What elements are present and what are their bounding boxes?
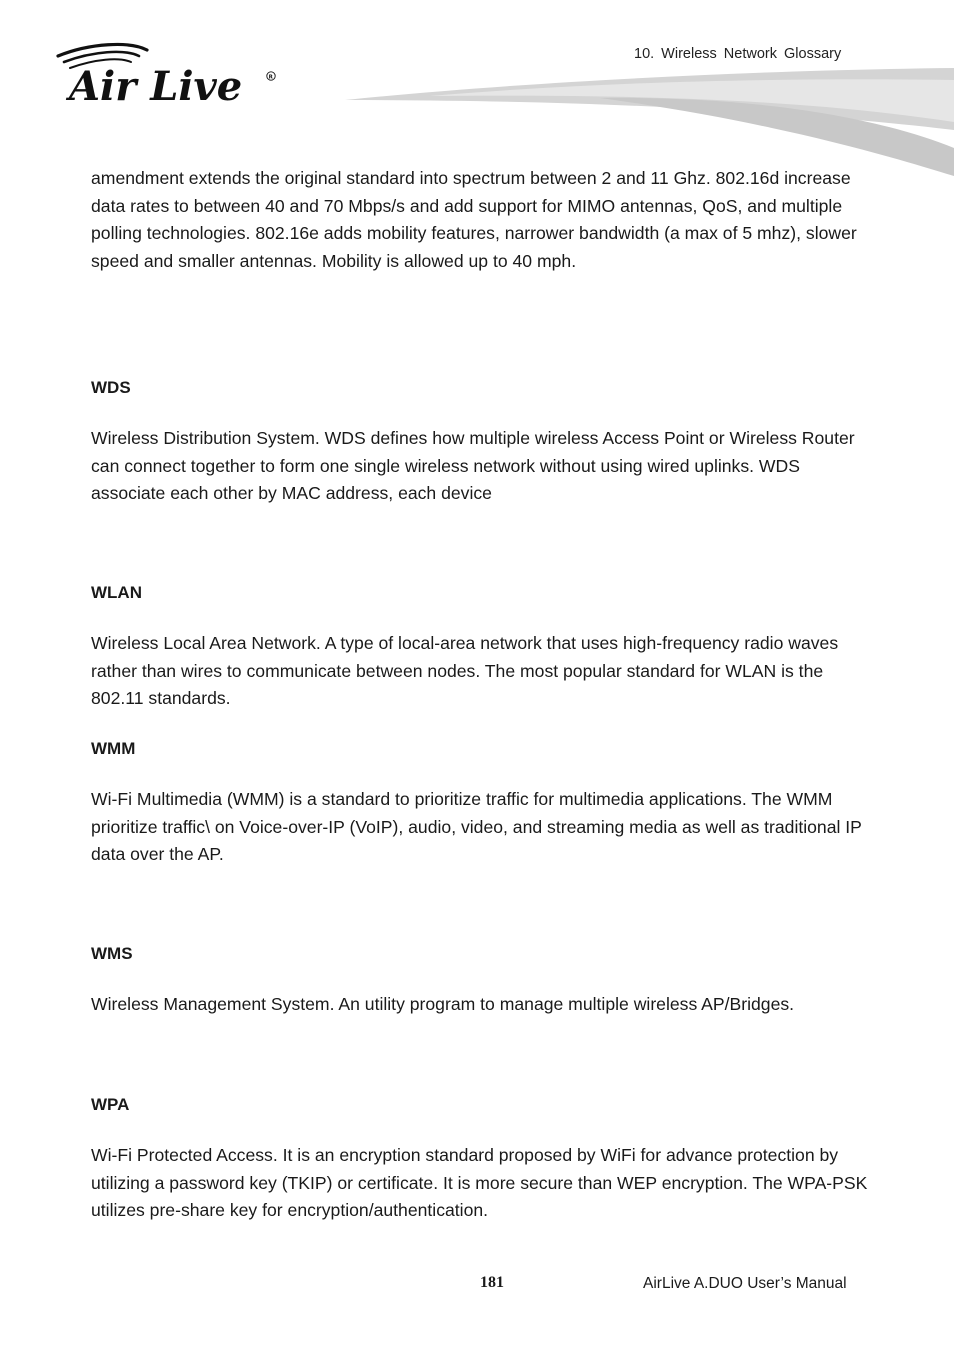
definition-wms: Wireless Management System. An utility program to manage multiple wireless AP/Bridges.: [91, 994, 795, 1014]
definition-wpa: Wi-Fi Protected Access. It is an encryption standard proposed by WiFi for advance protection by utilizing a password key (TKIP) or certificate. It is more secure than WEP encryption. The WPA-PSK utilizes pre-share key for encryption/authentication.: [91, 1145, 868, 1221]
manual-title: AirLive A.DUO User’s Manual: [643, 1275, 847, 1292]
svg-text:R: R: [268, 74, 273, 81]
definition-wmm: Wi-Fi Multimedia (WMM) is a standard to prioritize traffic for multimedia applications. The WMM prioritize traffic\ on Voice-over-IP (VoIP), audio, video, and streaming media as well as traditional IP data over the AP.: [91, 789, 862, 865]
intro-paragraph: amendment extends the original standard into spectrum between 2 and 11 Ghz. 802.16d increase data rates to between 40 and 70 Mbps/s and add support for MIMO antennas, QoS, and multiple polling technologies. 802.16e adds mobility features, narrower bandwidth (a max of 5 mhz), slower speed and smaller antennas. Mobility is allowed up to 40 mph.: [91, 168, 857, 272]
page-number: 181: [480, 1274, 504, 1291]
term-wds: WDS: [91, 378, 131, 397]
term-wms: WMS: [91, 944, 133, 963]
term-wlan: WLAN: [91, 583, 142, 602]
definition-wds: Wireless Distribution System. WDS defines how multiple wireless Access Point or Wireless Router can connect together to form one single wireless network without using wired uplinks. WDS associate each other by MAC address, each device: [91, 428, 855, 504]
logo-text: Air Live: [69, 63, 243, 108]
term-wpa: WPA: [91, 1095, 130, 1114]
definition-wlan: Wireless Local Area Network. A type of local-area network that uses high-frequency radio waves rather than wires to communicate between nodes. The most popular standard for WLAN is the 802.11 standards.: [91, 633, 839, 709]
airlive-logo: [55, 38, 285, 108]
term-wmm: WMM: [91, 739, 136, 758]
chapter-title: 10. Wireless Network Glossary: [634, 46, 842, 62]
